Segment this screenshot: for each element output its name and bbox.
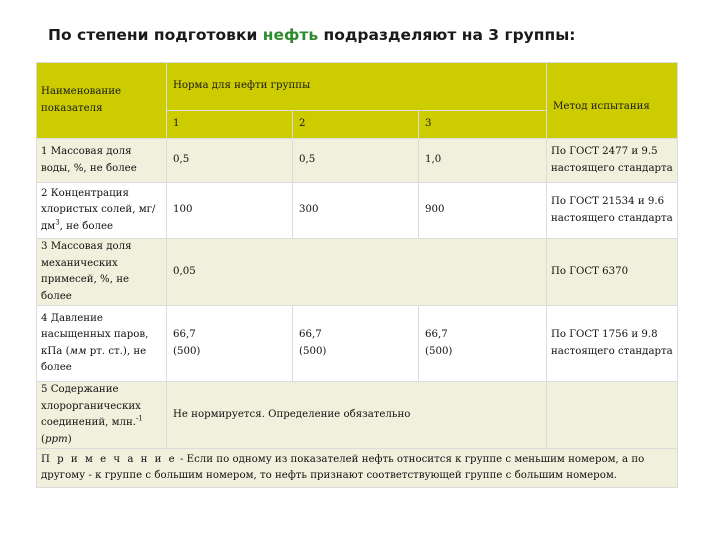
row5-name-sup: -1 [136, 414, 143, 423]
row2-name [37, 183, 167, 239]
row4-name-text: 4 Давление насыщенных паров, кПа ( [41, 312, 149, 357]
row2-group1: 100 [167, 183, 293, 239]
note-row [37, 449, 678, 488]
row5-name [37, 382, 167, 449]
page-title [48, 26, 575, 44]
table-row [37, 183, 678, 239]
row5-method [547, 382, 678, 449]
row4-group3-mm: (500) [425, 345, 453, 357]
note-text: - Если по одному из показателей нефть относится к группе с меньшим номером, а по другому - к группе с большим номером, то нефть признают соответствующей группе с большим номером. [41, 454, 645, 481]
row1-method: По ГОСТ 2477 и 9.5 настоящего стандарта [547, 139, 678, 183]
row4-group2-mm: (500) [299, 345, 327, 357]
row3-name: 3 Массовая доля механических примесей, %, не более [37, 239, 167, 306]
table-row [37, 382, 678, 449]
row4-name-tail: рт. ст.), не более [41, 345, 147, 374]
row2-name-tail: , не более [59, 220, 114, 232]
row2-group2: 300 [293, 183, 419, 239]
row4-name-unit: мм [69, 345, 87, 357]
row3-method: По ГОСТ 6370 [547, 239, 678, 306]
row4-group2-value: 66,7 [299, 329, 322, 341]
oil-groups-table [36, 62, 678, 488]
header-group-3: 3 [419, 111, 547, 139]
row2-name-sup: 3 [55, 218, 60, 227]
row3-value: 0,05 [167, 239, 547, 306]
row5-name-text: 5 Содержание хлорорганических соединений, млн. [41, 384, 141, 429]
row4-method: По ГОСТ 1756 и 9.8 настоящего стандарта [547, 306, 678, 382]
header-group-1: 1 [167, 111, 293, 139]
row1-name: 1 Массовая доля воды, %, не более [37, 139, 167, 183]
title-after: подразделяют на 3 группы: [318, 26, 576, 44]
row5-name-close: ) [67, 433, 72, 445]
header-row-1 [37, 63, 678, 111]
row1-group2: 0,5 [293, 139, 419, 183]
row4-group1-value: 66,7 [173, 329, 196, 341]
row5-name-unit: ppm [44, 433, 68, 445]
row4-group3 [419, 306, 547, 382]
table-row [37, 139, 678, 183]
row4-group3-value: 66,7 [425, 329, 448, 341]
header-name-cell: Наименование показателя [37, 63, 167, 139]
title-before: По степени подготовки [48, 26, 263, 44]
header-norm-cell: Норма для нефти группы [167, 63, 547, 111]
note-cell [37, 449, 678, 488]
row4-group2 [293, 306, 419, 382]
table-row [37, 306, 678, 382]
row4-group1-mm: (500) [173, 345, 201, 357]
row5-name-paren: ( [41, 433, 45, 445]
row1-group3: 1,0 [419, 139, 547, 183]
row2-name-text: 2 Концентрация хлористых солей, мг/дм [41, 187, 156, 232]
row2-group3: 900 [419, 183, 547, 239]
row1-group1: 0,5 [167, 139, 293, 183]
note-prefix: П р и м е ч а н и е [41, 454, 177, 466]
title-highlight: нефть [262, 26, 319, 44]
row5-value: Не нормируется. Определение обязательно [167, 382, 547, 449]
row2-method: По ГОСТ 21534 и 9.6 настоящего стандарта [547, 183, 678, 239]
row4-group1 [167, 306, 293, 382]
row4-name [37, 306, 167, 382]
header-group-2: 2 [293, 111, 419, 139]
table-row [37, 239, 678, 306]
header-method-cell: Метод испытания [547, 63, 678, 139]
